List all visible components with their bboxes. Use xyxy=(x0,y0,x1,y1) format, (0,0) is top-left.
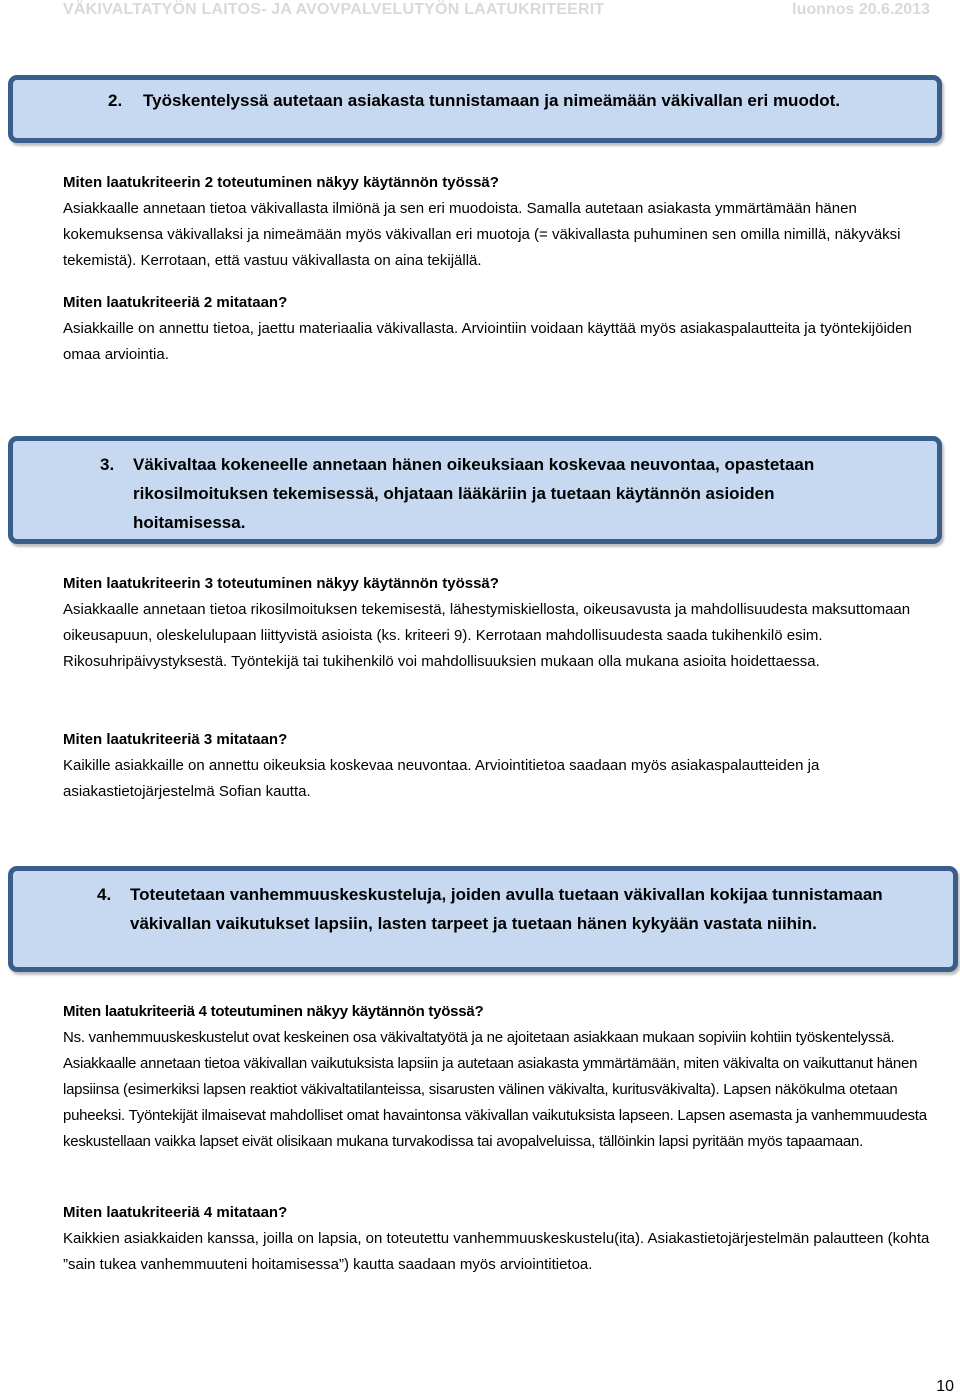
criterion-3-text: Väkivaltaa kokeneelle annetaan hänen oikeuksiaan koskevaa neuvontaa, opastetaan rikosilmoituksen tekemisessä, ohjataan lääkäriin ja tuetaan käytännön asioiden hoitamisessa. xyxy=(133,455,815,532)
criterion-4-measure-block xyxy=(63,1200,933,1278)
criterion-4-number: 4. xyxy=(97,885,112,904)
criterion-4-how-text: Ns. vanhemmuuskeskustelut ovat keskeinen osa väkivaltatyötä ja ne ajoitetaan asiakkaan mukaan sopiviin kohtiin työskentelyssä. Asiakkaalle annetaan tietoa väkivallan vaikutuksista lapsiin ja autetaan asiakasta ymmärtämään, miten väkivalta on vaikuttanut hänen lapsiinsa (esimerkiksi lapsen reaktiot väkivaltatilanteissa, sisarusten välinen väkivalta, kuritusväkivalta). Lapsen näkökulma otetaan puheeksi. Työntekijät ilmaisevat mahdolliset omat havaintonsa väkivallan vaikutuksista lapseen. Lapsen asemasta ja vanhemmuudesta keskustellaan vaikka lapset eivät olisikaan mukana turvakodissa tai avopalveluissa, tällöinkin lapsi pyritään myös tapaamaan. xyxy=(63,1029,927,1150)
criterion-4-measure-question: Miten laatukriteeriä 4 mitataan? xyxy=(63,1204,288,1221)
criterion-2-text: Työskentelyssä autetaan asiakasta tunnistamaan ja nimeämään väkivallan eri muodot. xyxy=(143,91,840,110)
criterion-2-measure-block xyxy=(63,290,933,368)
criterion-2-measure-text: Asiakkaille on annettu tietoa, jaettu materiaalia väkivallasta. Arviointiin voidaan käyttää myös asiakaspalautteita ja työntekijöiden omaa arviointia. xyxy=(63,320,912,363)
criterion-2-how-block xyxy=(63,170,933,274)
criterion-2-how-question: Miten laatukriteerin 2 toteutuminen näkyy käytännön työssä? xyxy=(63,174,499,191)
document-title: VÄKIVALTATYÖN LAITOS- JA AVOVPALVELUTYÖN LAATUKRITEERIT xyxy=(63,1,605,18)
criterion-3-measure-block xyxy=(63,727,933,805)
page-header xyxy=(0,0,960,22)
criterion-4-text: Toteutetaan vanhemmuuskeskusteluja, joiden avulla tuetaan väkivallan kokijaa tunnistamaan väkivallan vaikutukset lapsiin, lasten tarpeet ja tuetaan hänen kykyään vastata niihin. xyxy=(130,885,883,933)
criterion-3-how-text: Asiakkaalle annetaan tietoa rikosilmoituksen tekemisestä, lähestymiskiellosta, oikeusavusta ja mahdollisuudesta maksuttomaan oikeusapuun, oleskelulupaan liittyvistä asioista (ks. kriteeri 9). Kerrotaan mahdollisuudesta saada tukihenkilö esim. Rikosuhripäivystyksestä. Työntekijä tai tukihenkilö voi mahdollisuuksien mukaan olla mukana asioita hoidettaessa. xyxy=(63,601,911,670)
criterion-2-measure-question: Miten laatukriteeriä 2 mitataan? xyxy=(63,294,288,311)
page-number: 10 xyxy=(936,1378,954,1395)
criterion-4-measure-text: Kaikkien asiakkaiden kanssa, joilla on lapsia, on toteutettu vanhemmuuskeskustelu(ita). Asiakastietojärjestelmän palautteen (kohta ”sain tukea vanhemmuuteni hoitamisessa”) kautta saadaan myös arviointitietoa. xyxy=(63,1230,930,1273)
criterion-2-how-text: Asiakkaalle annetaan tietoa väkivallasta ilmiönä ja sen eri muodoista. Samalla autetaan asiakasta ymmärtämään hänen kokemuksensa väkivallaksi ja nimeämään myös väkivallan eri muotoja (= väkivallasta puhuminen sen omilla nimillä, näkyväksi tekemistä). Kerrotaan, että vastuu väkivallasta on aina tekijällä. xyxy=(63,200,901,269)
criterion-3-how-block xyxy=(63,571,933,675)
criterion-3-number: 3. xyxy=(100,455,115,474)
criterion-4-how-block xyxy=(63,999,933,1155)
criterion-3-measure-question: Miten laatukriteeriä 3 mitataan? xyxy=(63,731,288,748)
draft-date: luonnos 20.6.2013 xyxy=(792,1,930,18)
criterion-4-how-question: Miten laatukriteeriä 4 toteutuminen näkyy käytännön työssä? xyxy=(63,1003,484,1020)
criterion-2-number: 2. xyxy=(108,91,123,110)
criterion-3-how-question: Miten laatukriteerin 3 toteutuminen näkyy käytännön työssä? xyxy=(63,575,499,592)
criterion-3-measure-text: Kaikille asiakkaille on annettu oikeuksia koskevaa neuvontaa. Arviointitietoa saadaan myös asiakaspalautteiden ja asiakastietojärjestelmä Sofian kautta. xyxy=(63,757,820,800)
